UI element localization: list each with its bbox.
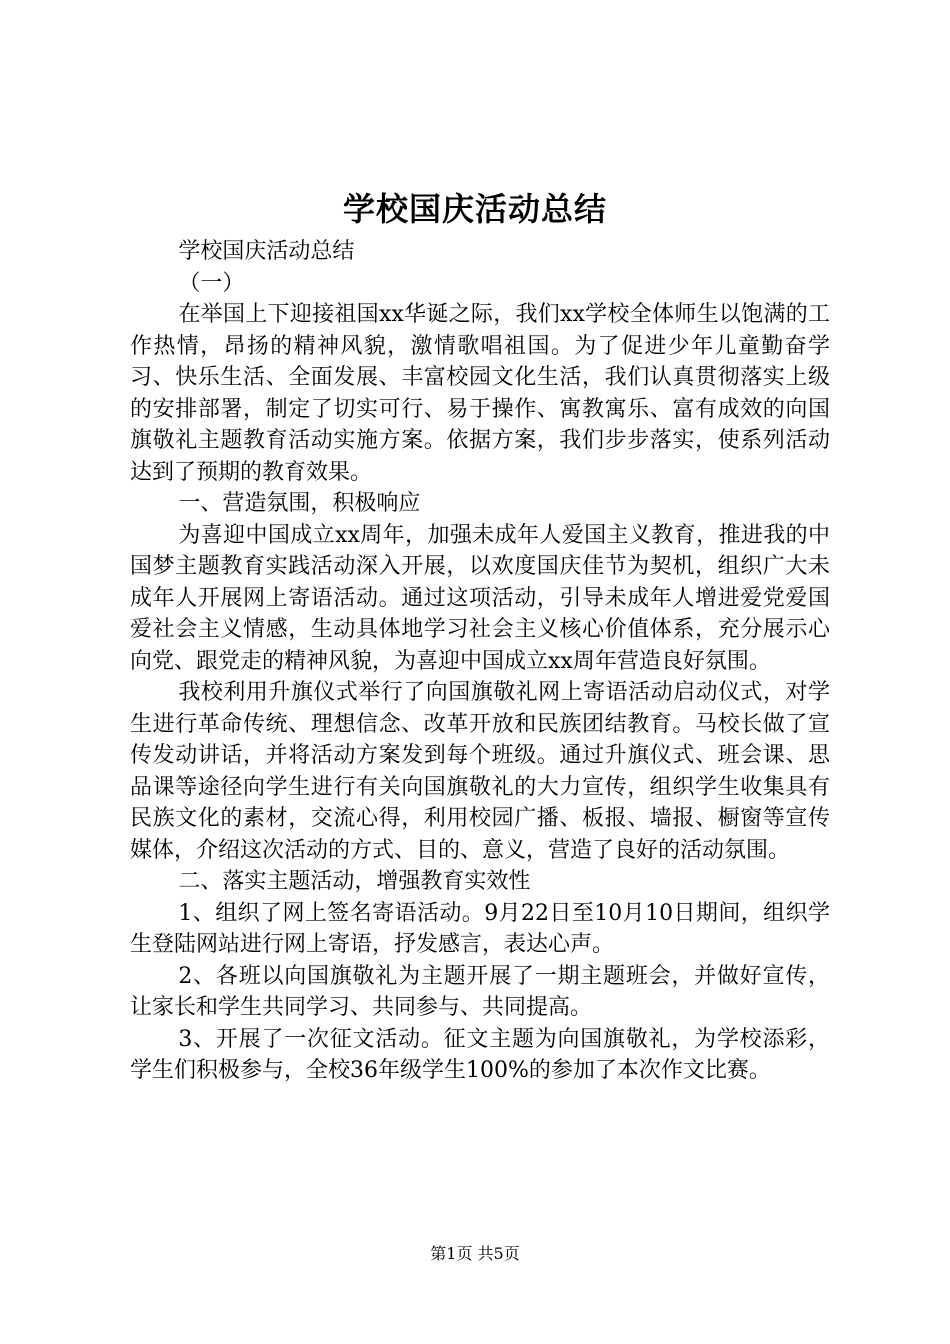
section-heading-2: 二、落实主题活动，增强教育实效性	[178, 869, 531, 894]
paragraph-section1-b: 我校利用升旗仪式举行了向国旗敬礼网上寄语活动启动仪式，对学生进行革命传统、理想信念、改革开放和民族团结教育。马校长做了宣传发动讲话，并将活动方案发到每个班级。通过升旗仪式、班会课、思品课等途径向学生进行有关向国旗敬礼的大力宣传，组织学生收集具有民族文化的素材，交流心得，利用校园广播、板报、墙报、橱窗等宣传媒体，介绍这次活动的方式、目的、意义，营造了良好的活动氛围。	[130, 680, 830, 863]
section-marker: （一）	[178, 270, 245, 296]
document-subtitle: 学校国庆活动总结	[178, 239, 355, 264]
paragraph-intro: 在举国上下迎接祖国xx华诞之际，我们xx学校全体师生以饱满的工作热情，昂扬的精神风貌，激情歌唱祖国。为了促进少年儿童勤奋学习、快乐生活、全面发展、丰富校园文化生活，我们认真贯彻落实上级的安排部署，制定了切实可行、易于操作、寓教寓乐、富有成效的向国旗敬礼主题教育活动实施方案。依据方案，我们步步落实，使系列活动达到了预期的教育效果。	[130, 302, 830, 485]
page-footer: 第1页 共5页	[430, 1244, 520, 1263]
list-item-2: 2、各班以向国旗敬礼为主题开展了一期主题班会，并做好宣传，让家长和学生共同学习、共同参与、共同提高。	[130, 963, 830, 1020]
document-title: 学校国庆活动总结	[342, 190, 607, 228]
paragraph-section1-a: 为喜迎中国成立xx周年，加强未成年人爱国主义教育，推进我的中国梦主题教育实践活动深入开展，以欢度国庆佳节为契机，组织广大未成年人开展网上寄语活动。通过这项活动，引导未成年人增进爱党爱国爱社会主义情感，生动具体地学习社会主义核心价值体系，充分展示心向党、跟党走的精神风貌，为喜迎中国成立xx周年营造良好氛围。	[130, 522, 830, 674]
section-heading-1: 一、营造氛围，积极响应	[178, 491, 421, 516]
list-item-3: 3、开展了一次征文活动。征文主题为向国旗敬礼，为学校添彩，学生们积极参与，全校36年级学生100%的参加了本次作文比赛。	[130, 1026, 830, 1083]
document-body	[130, 236, 830, 1087]
list-item-1: 1、组织了网上签名寄语活动。9月22日至10月10日期间，组织学生登陆网站进行网上寄语，抒发感言，表达心声。	[130, 900, 830, 957]
